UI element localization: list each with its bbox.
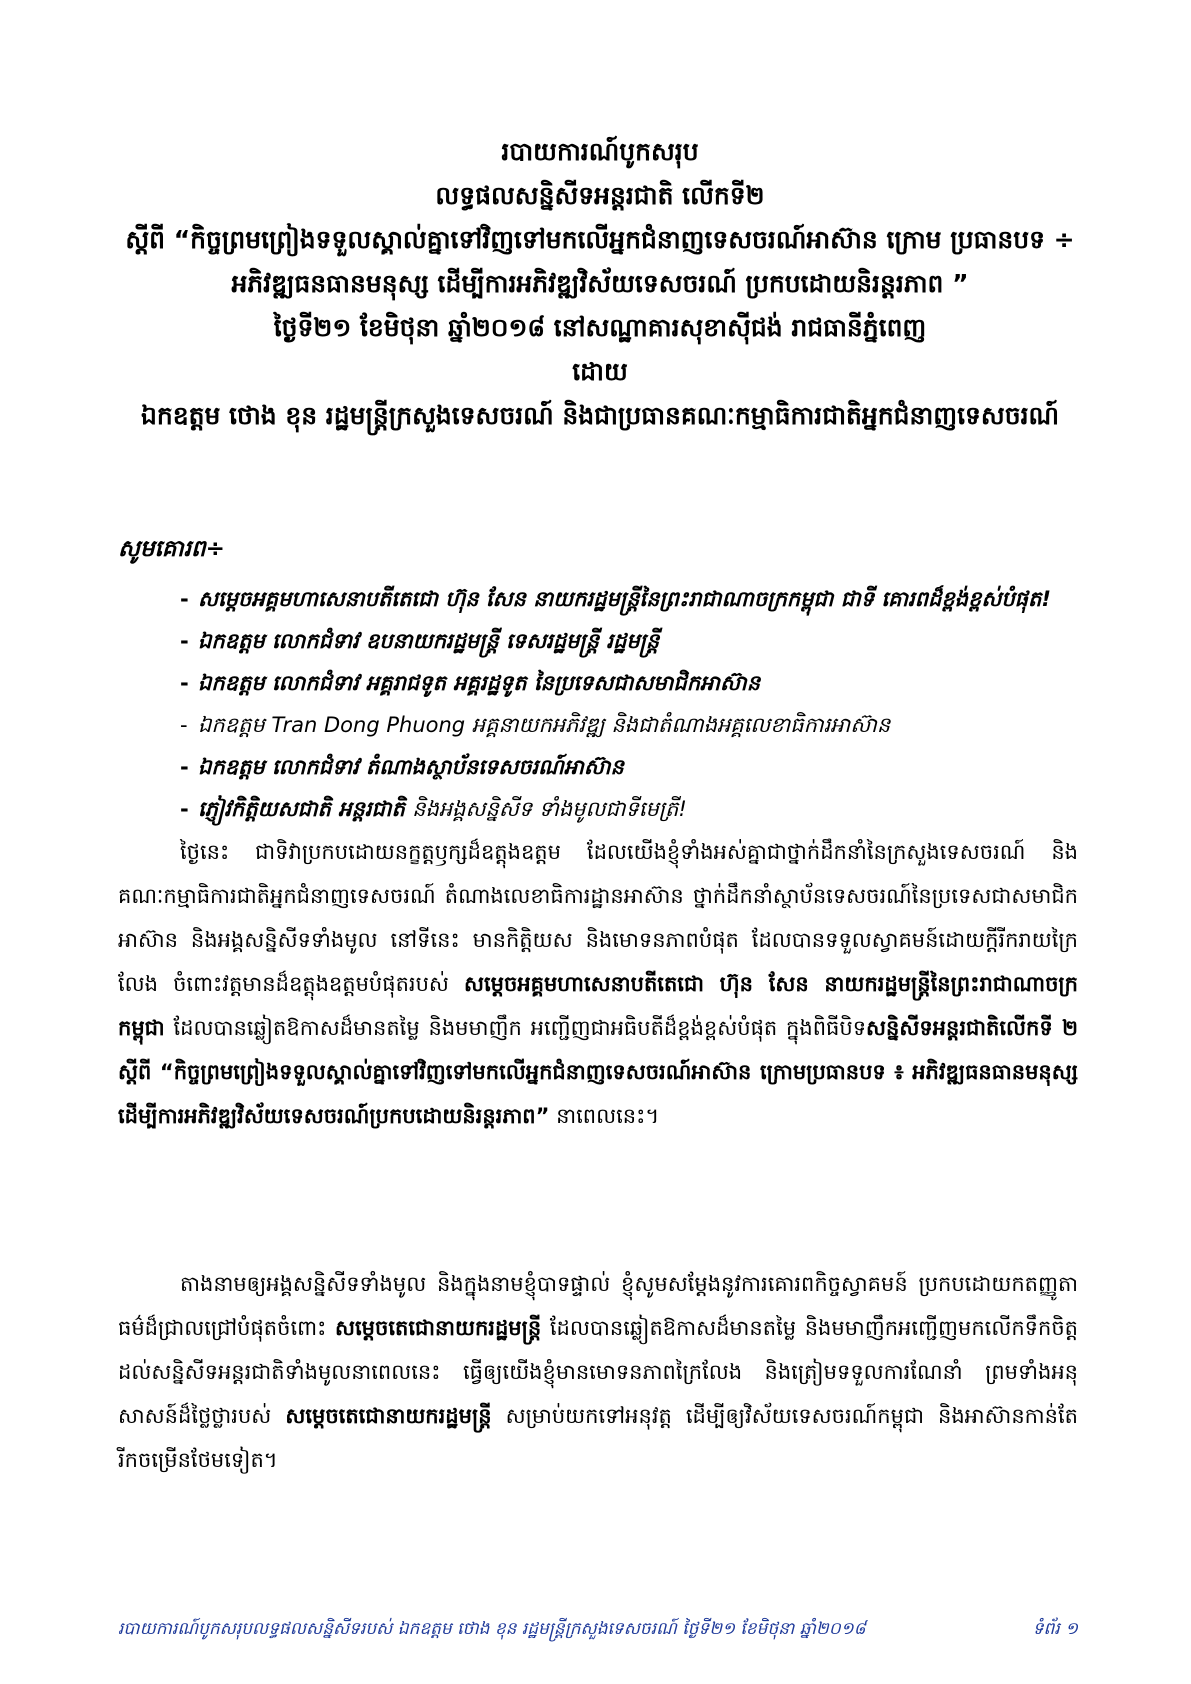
report-title: របាយការណ៍បូកសរុប [501,137,699,166]
paragraph-2 [118,1262,1078,1482]
report-header [110,130,1090,438]
para2-bold-1: សម្តេចតេជោនាយករដ្ឋមន្ត្រី [335,1316,542,1340]
greeting-text-normal: និងអង្គសន្និសីទ ទាំងមូលជាទីមេត្រី! [412,797,687,821]
greeting-item: - ឯកឧត្តម Tran Dong Phuong អគ្គនាយកអភិវឌ្ឍ និងជាតំណាងអគ្គលេខាធិការអាស៊ាន [180,713,891,737]
greeting-text: ឯកឧត្តម លោកជំទាវ អគ្គរាជទូត អគ្គរដ្ឋទូត នៃប្រទេសជាសមាជិកអាស៊ាន [198,671,761,695]
report-author: ឯកឧត្តម ថោង ខុន រដ្ឋមន្ត្រីក្រសួងទេសចរណ៍ និងជាប្រធានគណៈកម្មាធិការជាតិអ្នកជំនាញទេសចរណ៍ [140,401,1060,430]
para1-text-2: ដែលបានឆ្លៀតឱកាសដ៏មានតម្លៃ និងមមាញឹក អញ្ជើញជាអធិបតីដ៏ខ្ពង់ខ្ពស់បំផុត ក្នុងពិធីបិទ [173,1016,867,1040]
greeting-item: - សម្តេចអគ្គមហាសេនាបតីតេជោ ហ៊ុន សែន នាយករដ្ឋមន្ត្រីនៃព្រះរាជាណាចក្រកម្ពុជា ជាទី គោរពដ៏ខ្ពង់ខ្ពស់បំផុត! [180,587,1051,611]
report-topic: ស្តីពី “កិច្ចព្រមព្រៀងទទួលស្គាល់គ្នាទៅវិញទៅមកលើអ្នកជំនាញទេសចរណ៍អាស៊ាន ក្រោម ប្រធានបទ ÷ អភិវឌ្ឍធនធានមនុស្ស ដើម្បីការអភិវឌ្ឍវិស័យទេសចរណ៍ ប្រកបដោយនិរន្តរភាព ” [125,225,1075,298]
greeting-list [180,578,1060,830]
para1-text-1: ថ្ងៃនេះ ជាទិវាប្រកបដោយនក្ខត្តឫក្សដ៏ឧត្តុងឧត្តម ដែលយើងខ្ញុំទាំងអស់គ្នាជាថ្នាក់ដឹកនាំនៃក្រសួងទេសចរណ៍ និងគណៈកម្មាធិការជាតិអ្នកជំនាញទេសចរណ៍ តំណាងលេខាធិការដ្ឋានអាស៊ាន ថ្នាក់ដឹកនាំស្ថាប័នទេសចរណ៍នៃប្រទេសជាសមាជិកអាស៊ាន និងអង្គសន្និសីទទាំងមូល នៅទីនេះ មានកិត្តិយស និងមោទនភាពបំផុត ដែលបានទទួលស្វាគមន៍ដោយក្តីរីករាយក្រៃលែង ចំពោះវត្តមានដ៏ឧត្តុងឧត្តមបំផុតរបស់ [118,840,1078,996]
page-number: ទំព័រ ១ [1032,1619,1078,1639]
para2-text-3: សម្រាប់យកទៅអនុវត្ត ដើម្បីឲ្យវិស័យទេសចរណ៍កម្ពុជា និងអាស៊ានកាន់តែរីកចម្រើនថែមទៀត។ [118,1404,1078,1472]
para1-bold-2: សន្និសីទអន្តរជាតិលើកទី ២ ស្តីពី “កិច្ចព្រមព្រៀងទទួលស្គាល់គ្នាទៅវិញទៅមកលើអ្នកជំនាញទេសចរណ៍អាស៊ាន ក្រោមប្រធានបទ ៖ អភិវឌ្ឍធនធានមនុស្ស ដើម្បីការអភិវឌ្ឍវិស័យទេសចរណ៍ប្រកបដោយនិរន្តរភាព” [118,1016,1078,1128]
para2-text-1: តាងនាមឲ្យអង្គសន្និសីទទាំងមូល និងក្នុងនាមខ្ញុំបាទផ្ទាល់ ខ្ញុំសូមសម្តែងនូវការគោរពកិច្ចស្វាគមន៍ ប្រកបដោយកតញ្ញូតាធម៌ដ៏ជ្រាលជ្រៅបំផុតចំពោះ [118,1272,1078,1340]
greeting-text: សម្តេចអគ្គមហាសេនាបតីតេជោ ហ៊ុន សែន នាយករដ្ឋមន្ត្រីនៃព្រះរាជាណាចក្រកម្ពុជា ជាទី គោរពដ៏ខ្ពង់ខ្ពស់បំផុត! [198,587,1051,611]
footer-text: របាយការណ៍បូកសរុបលទ្ធផលសន្និសីទរបស់ ឯកឧត្តម ថោង ខុន រដ្ឋមន្ត្រីក្រសួងទេសចរណ៍ ថ្ងៃទី២១ ខែមិថុនា ឆ្នាំ២០១៨ [118,1619,866,1639]
report-subtitle: លទ្ធផលសន្និសីទអន្តរជាតិ លើកទី២ [435,181,765,210]
para2-text-2: ដែលបានឆ្លៀតឱកាសដ៏មានតម្លៃ និងមមាញឹកអញ្ជើញមកលើកទឹកចិត្តដល់សន្និសីទអន្តរជាតិទាំងមូលនាពេលនេះ ធ្វើឲ្យយើងខ្ញុំមានមោទនភាពក្រៃលែង និងត្រៀមទទួលការណែនាំ ព្រមទាំងអនុសាសន៍ដ៏ថ្លៃថ្លារបស់ [118,1316,1078,1428]
report-date-venue: ថ្ងៃទី២១ ខែមិថុនា ឆ្នាំ២០១៨ នៅសណ្ឋាគារសុខាស៊ីជង់ រាជធានីភ្នំពេញ [273,313,927,342]
paragraph-1 [118,830,1078,1138]
salutation: សូមគោរព÷ [118,536,225,562]
greeting-item: - ឯកឧត្តម លោកជំទាវ ឧបនាយករដ្ឋមន្ត្រី ទេសរដ្ឋមន្ត្រី រដ្ឋមន្ត្រី [180,629,660,653]
para2-bold-2: សម្តេចតេជោនាយករដ្ឋមន្ត្រី [285,1404,492,1428]
greeting-item: - ឯកឧត្តម លោកជំទាវ តំណាងស្ថាប័នទេសចរណ៍អាស៊ាន [180,755,624,779]
greeting-text: ឯកឧត្តម លោកជំទាវ តំណាងស្ថាប័នទេសចរណ៍អាស៊ាន [198,755,624,779]
greeting-item: - ឯកឧត្តម លោកជំទាវ អគ្គរាជទូត អគ្គរដ្ឋទូត នៃប្រទេសជាសមាជិកអាស៊ាន [180,671,761,695]
greeting-text: ឯកឧត្តម Tran Dong Phuong អគ្គនាយកអភិវឌ្ឍ និងជាតំណាងអគ្គលេខាធិការអាស៊ាន [198,713,891,737]
report-by: ដោយ [572,357,628,386]
greeting-text-bold: ភ្ញៀវកិត្តិយសជាតិ អន្តរជាតិ [198,797,405,821]
greeting-item: - ភ្ញៀវកិត្តិយសជាតិ អន្តរជាតិ និងអង្គសន្និសីទ ទាំងមូលជាទីមេត្រី! [180,797,687,821]
para1-bold-1: សម្តេចអគ្គមហាសេនាបតីតេជោ ហ៊ុន សែន នាយករដ្ឋមន្ត្រីនៃព្រះរាជាណាចក្រកម្ពុជា [118,972,1078,1040]
para1-text-3: នាពេលនេះ។ [556,1104,660,1128]
greeting-text: ឯកឧត្តម លោកជំទាវ ឧបនាយករដ្ឋមន្ត្រី ទេសរដ្ឋមន្ត្រី រដ្ឋមន្ត្រី [198,629,660,653]
